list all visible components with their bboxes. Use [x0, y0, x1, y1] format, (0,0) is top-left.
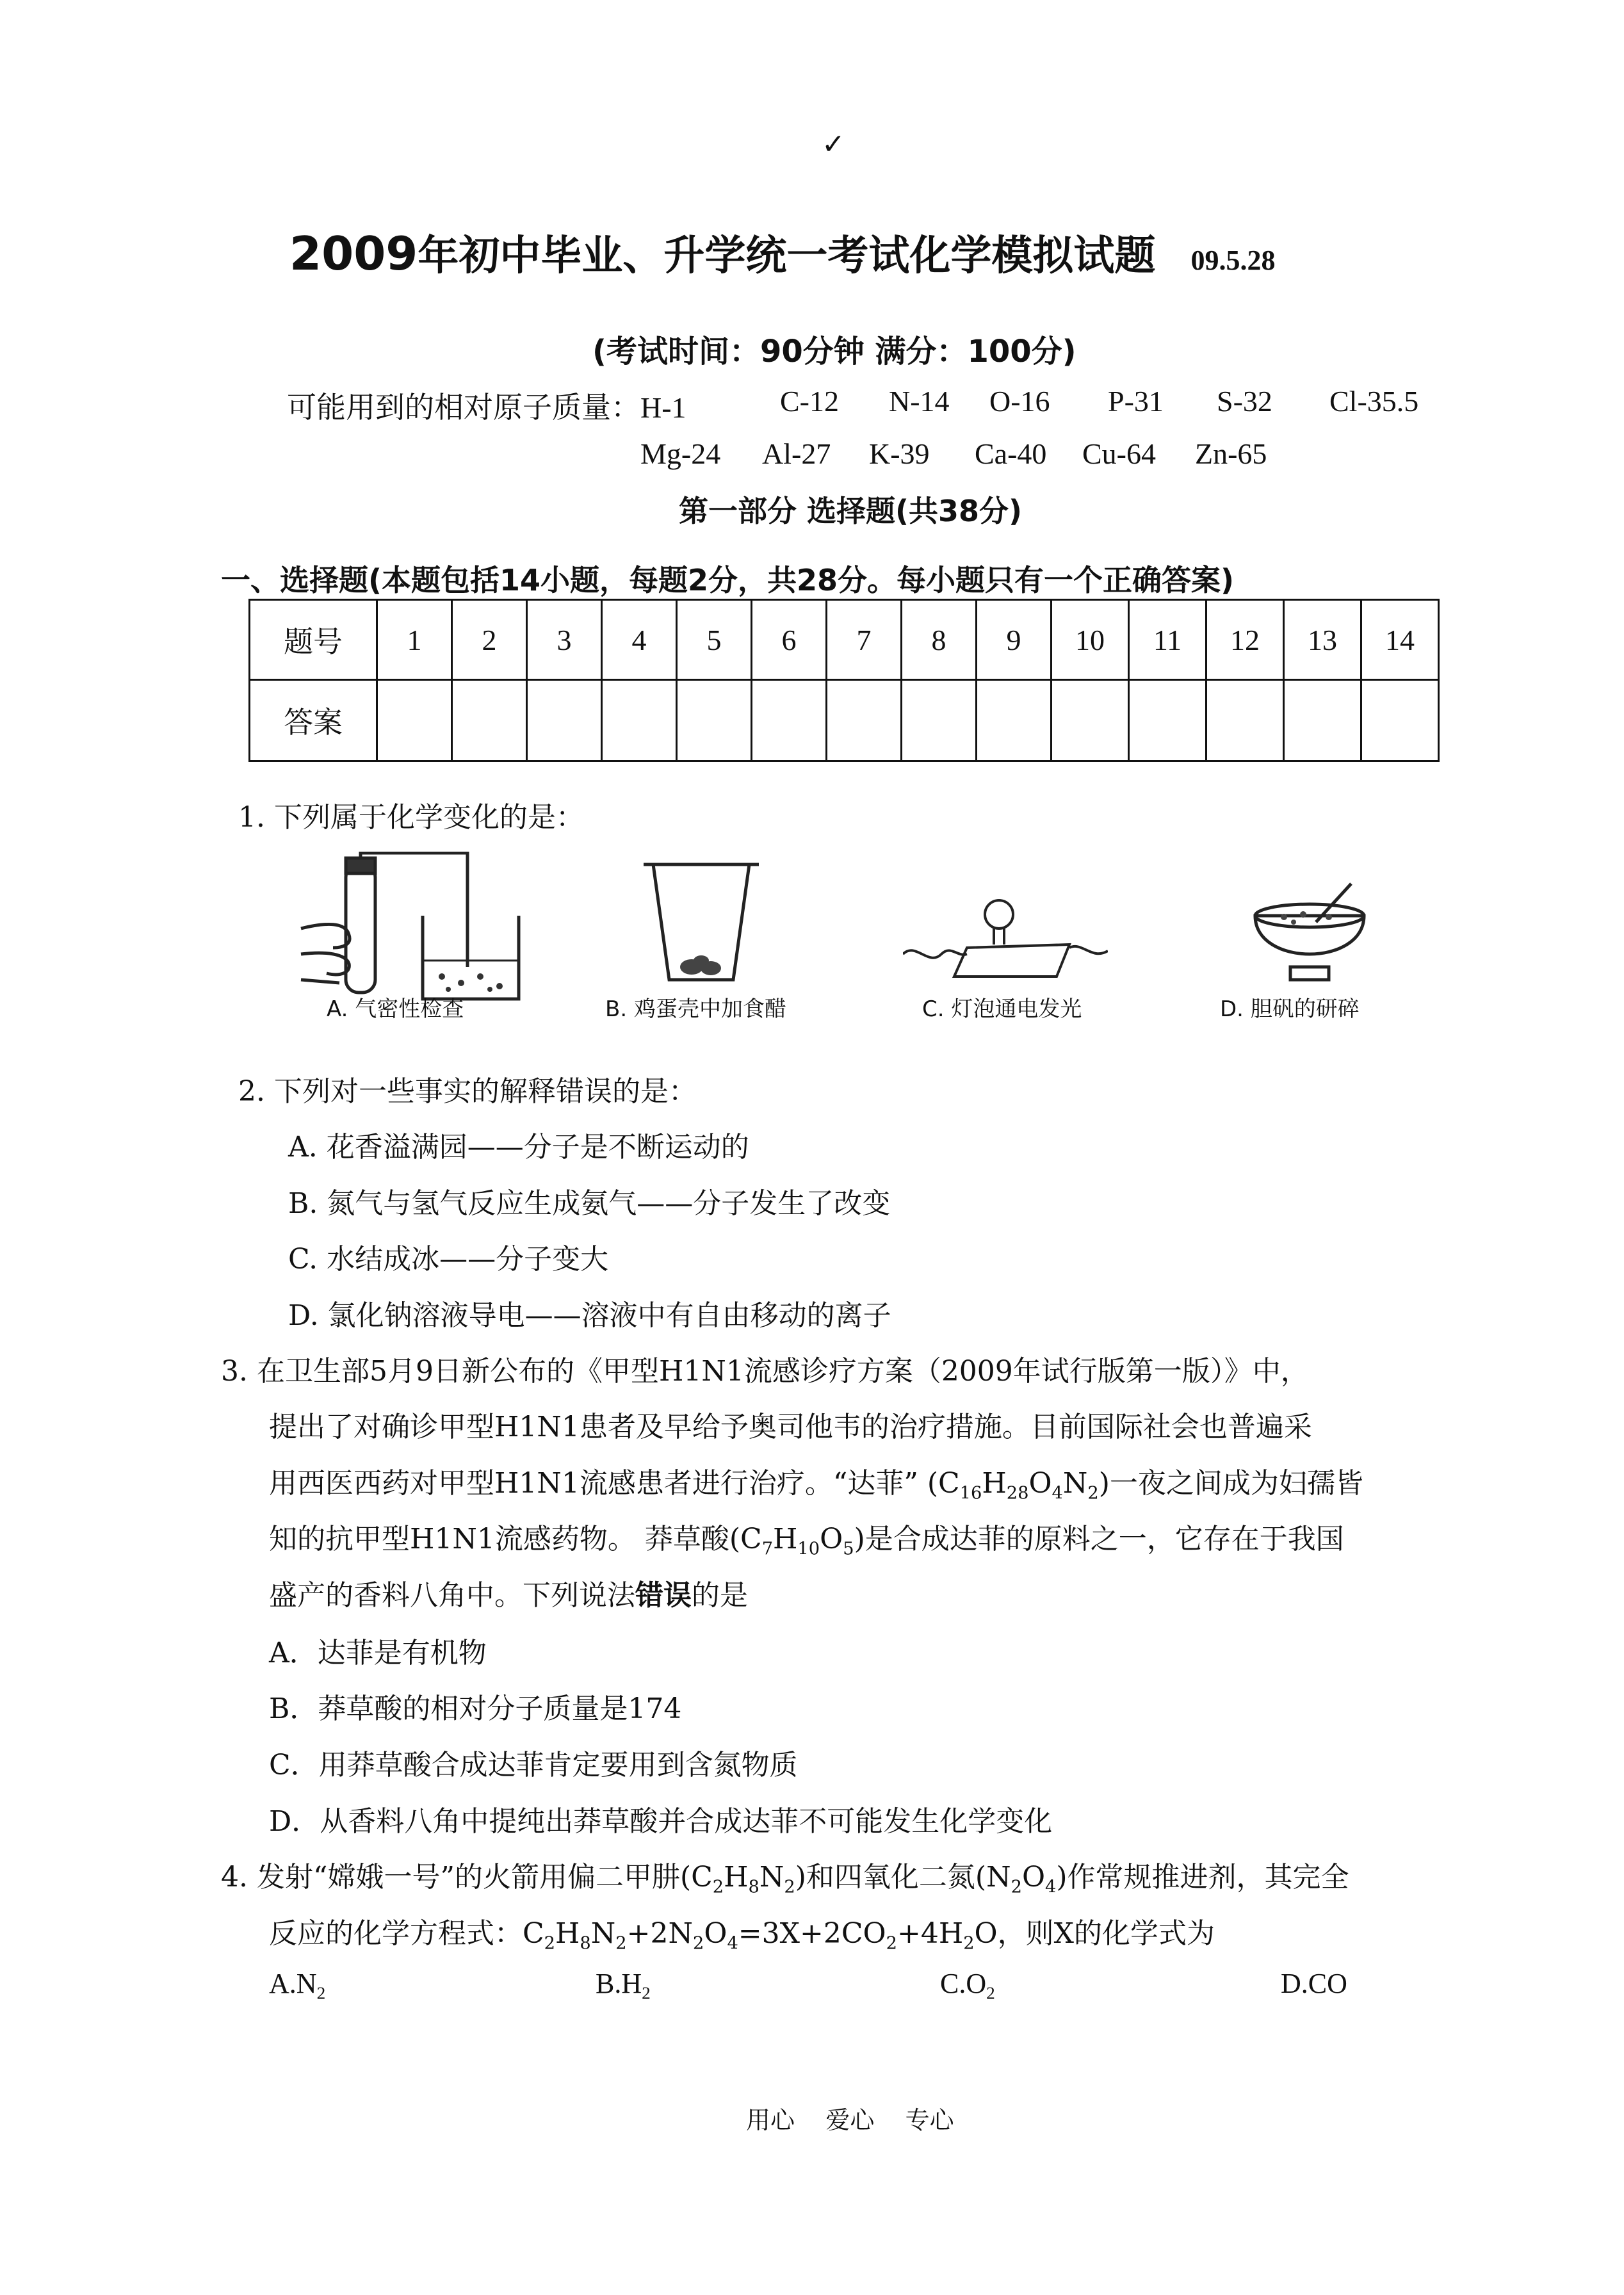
q3-line5-end: 的是: [692, 1579, 748, 1612]
q2-option-c: C. 水结成冰——分子变大: [288, 1243, 609, 1276]
q3-option-c: C．用莽草酸合成达菲肯定要用到含氮物质: [269, 1749, 798, 1781]
table-number-cell: 10: [1052, 600, 1129, 680]
mass-p: P-31: [1108, 385, 1164, 418]
table-number-cell: 6: [752, 600, 827, 680]
q4-option-c: $C.O_2$: [940, 1968, 995, 2003]
answer-cell[interactable]: [602, 680, 677, 761]
q4-line1: 4. 发射“嫦娥一号”的火箭用偏二甲肼$(C_2H_8N_2)$和四氧化二氮$(N_2O_4)$作常规推进剂，其完全: [221, 1861, 1349, 1897]
table-number-cell: 4: [602, 600, 677, 680]
table-number-cell: 8: [902, 600, 977, 680]
q3-line3: 用西医西药对甲型H1N1流感患者进行治疗。“达菲” $(C_{16}H_{28}O_4N_2)$一夜之间成为妇孺皆: [269, 1467, 1363, 1504]
mass-ca: Ca-40: [975, 437, 1047, 470]
q4-line1-mid: )和四氧化二氮(N: [795, 1861, 1011, 1894]
q4-equation-mid: =3X+2CO: [738, 1917, 886, 1950]
page-footer: 用心 爱心 专心: [746, 2106, 954, 2134]
q4-option-a: $A.N_2$: [269, 1968, 326, 2003]
answer-table: [248, 599, 1440, 762]
answer-cell[interactable]: [977, 680, 1052, 761]
answer-cell[interactable]: [452, 680, 527, 761]
q3-line5: [269, 1572, 748, 1613]
q1-caption-c: C. 灯泡通电发光: [922, 996, 1082, 1022]
answer-cell[interactable]: [1052, 680, 1129, 761]
mass-h: H-1: [640, 391, 686, 424]
q4-line2: 反应的化学方程式：$C_2H_8N_2+2N_2O_4=3X+2CO_2+4H_2O$，则X的化学式为: [269, 1917, 1215, 1954]
answer-cell[interactable]: [527, 680, 602, 761]
q3-emphasis-wrong: 错误: [635, 1579, 692, 1612]
q3-line5-start: 盛产的香料八角中。下列说法: [269, 1579, 635, 1612]
table-number-cell: 2: [452, 600, 527, 680]
q3-line4-start: 知的抗甲型H1N1流感药物。 莽草酸(C: [269, 1523, 762, 1555]
table-header-answer: 答案: [250, 680, 377, 761]
table-number-cell: 5: [677, 600, 752, 680]
q3-line2: 提出了对确诊甲型H1N1患者及早给予奥司他韦的治疗措施。目前国际社会也普遍采: [269, 1411, 1312, 1443]
q3-line4-end: )是合成达菲的原料之一，它存在于我国: [854, 1523, 1344, 1555]
title-main: 年初中毕业、升学统一考试化学模拟试题: [418, 232, 1156, 280]
table-number-cell: 1: [377, 600, 452, 680]
atomic-masses-line1: [287, 384, 686, 426]
q4-option-a-text: A.N: [269, 1968, 317, 1999]
title-date: 09.5.28: [1190, 245, 1276, 276]
q1-figure-c-light-bulb: [903, 896, 1108, 986]
q1-figure-b-eggshell-vinegar: [637, 858, 765, 986]
exam-info: (考试时间：90分钟 满分：100分): [592, 334, 1076, 369]
mass-c: C-12: [780, 385, 839, 418]
q3-line3-end: )一夜之间成为妇孺皆: [1098, 1467, 1363, 1500]
mass-cu: Cu-64: [1082, 437, 1156, 470]
q3-option-d: D．从香料八角中提纯出莽草酸并合成达菲不可能发生化学变化: [269, 1805, 1053, 1838]
checkmark-icon: ✓: [822, 129, 845, 160]
q4-equation-start: 反应的化学方程式：C: [269, 1917, 544, 1950]
q2-option-a: A. 花香溢满园——分子是不断运动的: [288, 1131, 749, 1164]
q3-line3-start: 用西医西药对甲型H1N1流感患者进行治疗。“达菲” (C: [269, 1467, 960, 1500]
table-number-cell: 13: [1284, 600, 1361, 680]
q1-figure-a-airtight-check: [282, 852, 551, 1005]
atomic-masses-label: 可能用到的相对原子质量：: [287, 391, 640, 424]
table-number-cell: 12: [1206, 600, 1284, 680]
q1-caption-a: A. 气密性检查: [327, 996, 464, 1022]
answer-table-answer-row: [250, 680, 1439, 761]
part1-title: 第一部分 选择题(共38分): [679, 494, 1023, 528]
q4-option-d: D.CO: [1281, 1968, 1347, 1999]
q4-line1-start: 4. 发射“嫦娥一号”的火箭用偏二甲肼(C: [221, 1861, 713, 1894]
section1-heading: 一、选择题(本题包括14小题，每题2分，共28分。每小题只有一个正确答案): [221, 563, 1235, 597]
q4-option-b-text: B.H: [596, 1968, 642, 1999]
mass-k: K-39: [869, 437, 930, 470]
mass-mg: Mg-24: [640, 437, 721, 470]
q3-line4: 知的抗甲型H1N1流感药物。 莽草酸$(C_7H_{10}O_5)$是合成达菲的原料之一，它存在于我国: [269, 1523, 1344, 1559]
q3-option-a: A．达菲是有机物: [269, 1637, 487, 1669]
q2-option-b: B. 氮气与氢气反应生成氨气——分子发生了改变: [288, 1187, 891, 1220]
table-header-number: 题号: [250, 600, 377, 680]
q4-option-b: $B.H_2$: [596, 1968, 651, 2003]
answer-cell[interactable]: [1284, 680, 1361, 761]
q4-option-c-text: C.O: [940, 1968, 987, 1999]
answer-cell[interactable]: [1361, 680, 1439, 761]
table-number-cell: 7: [827, 600, 902, 680]
page-title: [289, 223, 1275, 282]
answer-cell[interactable]: [377, 680, 452, 761]
mass-zn: Zn-65: [1195, 437, 1267, 470]
answer-cell[interactable]: [1129, 680, 1206, 761]
q2-stem: 2. 下列对一些事实的解释错误的是：: [238, 1075, 697, 1108]
answer-cell[interactable]: [902, 680, 977, 761]
mass-s: S-32: [1217, 385, 1272, 418]
q2-option-d: D. 氯化钠溶液导电——溶液中有自由移动的离子: [288, 1299, 891, 1332]
table-number-cell: 9: [977, 600, 1052, 680]
answer-cell[interactable]: [752, 680, 827, 761]
answer-table-number-row: [250, 600, 1439, 680]
title-year: 2009: [289, 227, 418, 280]
mass-al: Al-27: [762, 437, 831, 470]
q3-option-b: B．莽草酸的相对分子质量是174: [269, 1692, 682, 1725]
mass-cl: Cl-35.5: [1329, 385, 1419, 418]
q1-caption-d: D. 胆矾的研碎: [1220, 996, 1360, 1022]
mass-o: O-16: [989, 385, 1050, 418]
q1-stem: 1. 下列属于化学变化的是：: [238, 801, 584, 834]
q1-caption-b: B. 鸡蛋壳中加食醋: [605, 996, 786, 1022]
answer-cell[interactable]: [1206, 680, 1284, 761]
table-number-cell: 14: [1361, 600, 1439, 680]
table-number-cell: 3: [527, 600, 602, 680]
q3-line1: 3. 在卫生部5月9日新公布的《甲型H1N1流感诊疗方案（2009年试行版第一版）》中，: [221, 1355, 1309, 1388]
answer-cell[interactable]: [677, 680, 752, 761]
q1-figure-d-mortar: [1246, 877, 1374, 993]
q4-equation-end: O，则X的化学式为: [974, 1917, 1215, 1950]
q4-line1-end: )作常规推进剂，其完全: [1056, 1861, 1349, 1894]
mass-n: N-14: [889, 385, 950, 418]
answer-cell[interactable]: [827, 680, 902, 761]
table-number-cell: 11: [1129, 600, 1206, 680]
